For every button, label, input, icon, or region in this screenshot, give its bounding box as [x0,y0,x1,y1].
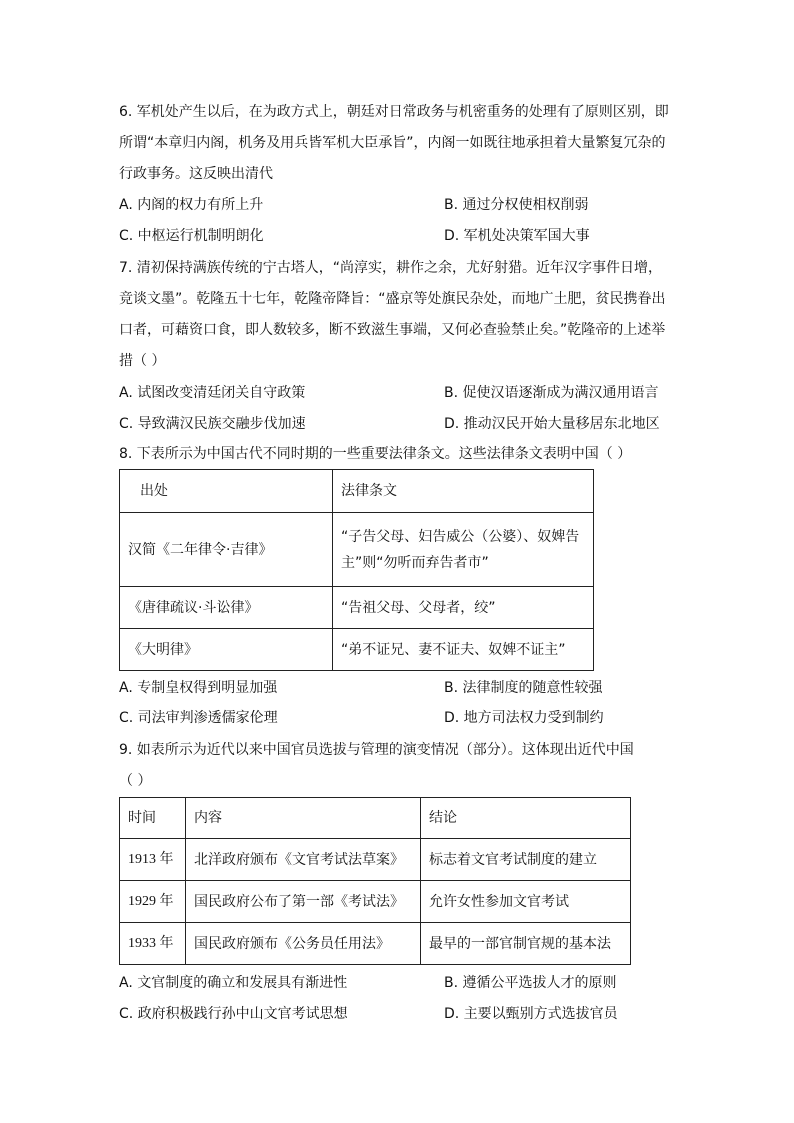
q8-stem: 8. 下表所示为中国古代不同时期的一些重要法律条文。这些法律条文表明中国（ ） [119,446,632,462]
q6-stem-line-3: 行政事务。这反映出清代 [119,166,273,182]
q9-option-c: C. 政府积极践行孙中山文官考试思想 [119,1006,348,1022]
q8-option-b: B. 法律制度的随意性较强 [444,680,603,696]
q8-option-c: C. 司法审判渗透儒家伦理 [119,710,278,726]
q6-stem-line-1: 6. 军机处产生以后，在为政方式上，朝廷对日常政务与机密重务的处理有了原则区别，即 [119,104,669,120]
table-cell-source: 《大明律》 [120,629,333,671]
table-cell-source: 汉简《二年律令·吉律》 [120,513,333,587]
q6-option-d: D. 军机处决策军国大事 [444,228,590,244]
q9-option-b: B. 遵循公平选拔人才的原则 [444,975,617,991]
q7-stem-line-4: 措（ ） [119,353,166,369]
table-cell-source: 《唐律疏议·斗讼律》 [120,587,333,629]
q8-option-a: A. 专制皇权得到明显加强 [119,680,278,696]
table-header-law-text: 法律条文 [333,470,594,513]
q7-stem-line-2: 竞谈文墨”。乾隆五十七年，乾隆帝降旨：“盛京等处旗民杂处，而地广土肥，贫民携眷出 [119,291,666,307]
q6-option-b: B. 通过分权使相权削弱 [444,197,589,213]
table-row [120,587,594,629]
table-cell-law-text-line-2: 主”则“勿听而弃告者市” [341,554,489,571]
table-header-content: 内容 [186,798,421,839]
q8-option-d: D. 地方司法权力受到制约 [444,710,604,726]
table-cell-time: 1933 年 [120,923,186,965]
table-cell-conclusion: 最早的一部官制官规的基本法 [421,923,631,965]
table-row [120,839,631,881]
q6-option-a: A. 内阁的权力有所上升 [119,197,264,213]
table-cell-time: 1913 年 [120,839,186,881]
q7-option-d: D. 推动汉民开始大量移居东北地区 [444,416,660,432]
table-cell-conclusion: 标志着文官考试制度的建立 [421,839,631,881]
table-cell-conclusion: 允许女性参加文官考试 [421,881,631,923]
table-header-conclusion: 结论 [421,798,631,839]
table-cell-time: 1929 年 [120,881,186,923]
q9-official-table [119,797,631,965]
q7-option-a: A. 试图改变清廷闭关自守政策 [119,385,306,401]
q7-stem-line-3: 口者，可藉资口食，即人数较多，断不致滋生事端，又何必查验禁止矣。”乾隆帝的上述举 [119,322,666,338]
table-cell-law-text: “告祖父母、父母者，绞” [333,587,594,629]
table-row [120,881,631,923]
table-header-time: 时间 [120,798,186,839]
q6-option-c: C. 中枢运行机制明朗化 [119,228,264,244]
q7-stem-line-1: 7. 清初保持满族传统的宁古塔人，“尚淳实，耕作之余，尤好射猎。近年汉字事件日增， [119,260,663,276]
table-cell-law-text: “弟不证兄、妻不证夫、奴婢不证主” [333,629,594,671]
table-cell-content: 国民政府颁布《公务员任用法》 [186,923,421,965]
q7-option-c: C. 导致满汉民族交融步伐加速 [119,416,306,432]
q8-law-table [119,469,594,671]
table-header-row [120,798,631,839]
table-row [120,629,594,671]
table-header-source: 出处 [120,470,333,513]
q9-option-d: D. 主要以甄别方式选拔官员 [444,1006,618,1022]
table-row [120,923,631,965]
q9-stem-line-1: 9. 如表所示为近代以来中国官员选拔与管理的演变情况（部分）。这体现出近代中国 [119,742,634,758]
table-row [120,513,594,587]
q9-stem-line-2: （ ） [119,773,152,789]
q6-stem-line-2: 所谓“本章归内阁，机务及用兵皆军机大臣承旨”，内阁一如既往地承担着大量繁复冗杂的 [119,135,666,151]
table-header-row [120,470,594,513]
table-cell-content: 国民政府公布了第一部《考试法》 [186,881,421,923]
q9-option-a: A. 文官制度的确立和发展具有渐进性 [119,975,348,991]
table-cell-content: 北洋政府颁布《文官考试法草案》 [186,839,421,881]
q7-option-b: B. 促使汉语逐渐成为满汉通用语言 [444,385,659,401]
table-cell-law-text-line-1: “子告父母、妇告威公（公婆）、奴婢告 [341,528,580,545]
table-cell-law-text [333,513,594,587]
